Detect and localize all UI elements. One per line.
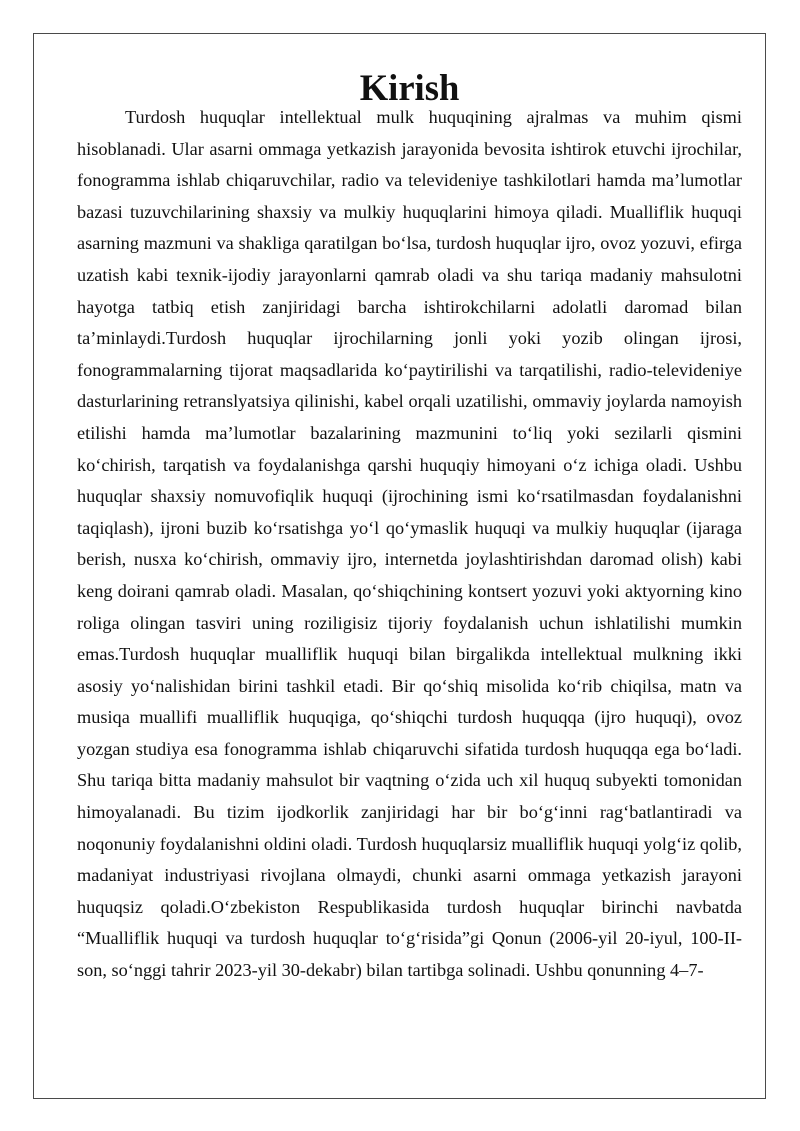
section-heading: Kirish [359,67,460,108]
document-body [77,67,742,987]
body-paragraph: Turdosh huquqlar intellektual mulk huquqining ajralmas va muhim qismi hisoblanadi. Ular asarni ommaga yetkazish jarayonida bevosita ishtirok etuvchi ijrochilar, fonogramma ishlab chiqaruvchilar, radio va televideniye tashkilotlari hamda ma’lumotlar bazasi tuzuvchilarining shaxsiy va mulkiy huquqlarini himoya qiladi. Mualliflik huquqi asarning mazmuni va shakliga qaratilgan bo‘lsa, turdosh huquqlar ijro, ovoz yozuvi, efirga uzatish kabi texnik-ijodiy jarayonlarni qamrab oladi va shu tariqa madaniy mahsulotni hayotga tatbiq etish zanjiridagi barcha ishtirokchilarni adolatli daromad bilan ta’minlaydi.Turdosh huquqlar ijrochilarning jonli yoki yozib olingan ijrosi, fonogrammalarning tijorat maqsadlarida ko‘paytirilishi va tarqatilishi, radio-televideniye dasturlarining retranslyatsiya qilinishi, kabel orqali uzatilishi, ommaviy joylarda namoyish etilishi hamda ma’lumotlar bazalarining mazmunini to‘liq yoki sezilarli qismini ko‘chirish, tarqatish va foydalanishga qarshi huquqiy himoyani o‘z ichiga oladi. Ushbu huquqlar shaxsiy nomuvofiqlik huquqi (ijrochining ismi ko‘rsatilmasdan foydalanishni taqiqlash), ijroni buzib ko‘rsatishga yo‘l qo‘ymaslik huquqi va mulkiy huquqlar (ijaraga berish, nusxa ko‘chirish, ommaviy ijro, internetda joylashtirishdan daromad olish) kabi keng doirani qamrab oladi. Masalan, qo‘shiqchining kontsert yozuvi yoki aktyorning kino roliga olingan tasviri uning roziligisiz tijoriy foydalanish uchun ishlatilishi mumkin emas.Turdosh huquqlar mualliflik huquqi bilan birgalikda intellektual mulkning ikki asosiy yo‘nalishidan birini tashkil etadi. Bir qo‘shiq misolida ko‘rib chiqilsa, matn va musiqa muallifi mualliflik huquqiga, qo‘shiqchi turdosh huquqqa (ijro huquqi), ovoz yozgan studiya esa fonogramma ishlab chiqaruvchi sifatida turdosh huquqqa ega bo‘ladi. Shu tariqa bitta madaniy mahsulot bir vaqtning o‘zida uch xil huquq subyekti tomonidan himoyalanadi. Bu tizim ijodkorlik zanjiridagi har bir bo‘g‘inni rag‘batlantiradi va noqonuniy foydalanishni oldini oladi. Turdosh huquqlarsiz mualliflik huquqi yolg‘iz qolib, madaniyat industriyasi rivojlana olmaydi, chunki asarni ommaga yetkazish jarayoni huquqsiz qoladi.O‘zbekiston Respublikasida turdosh huquqlar birinchi navbatda “Mualliflik huquqi va turdosh huquqlar to‘g‘risida”gi Qonun (2006-yil 20-iyul, 100-II-son, so‘nggi tahrir 2023-yil 30-dekabr) bilan tartibga solinadi. Ushbu qonunning 4–7- [77,107,742,981]
